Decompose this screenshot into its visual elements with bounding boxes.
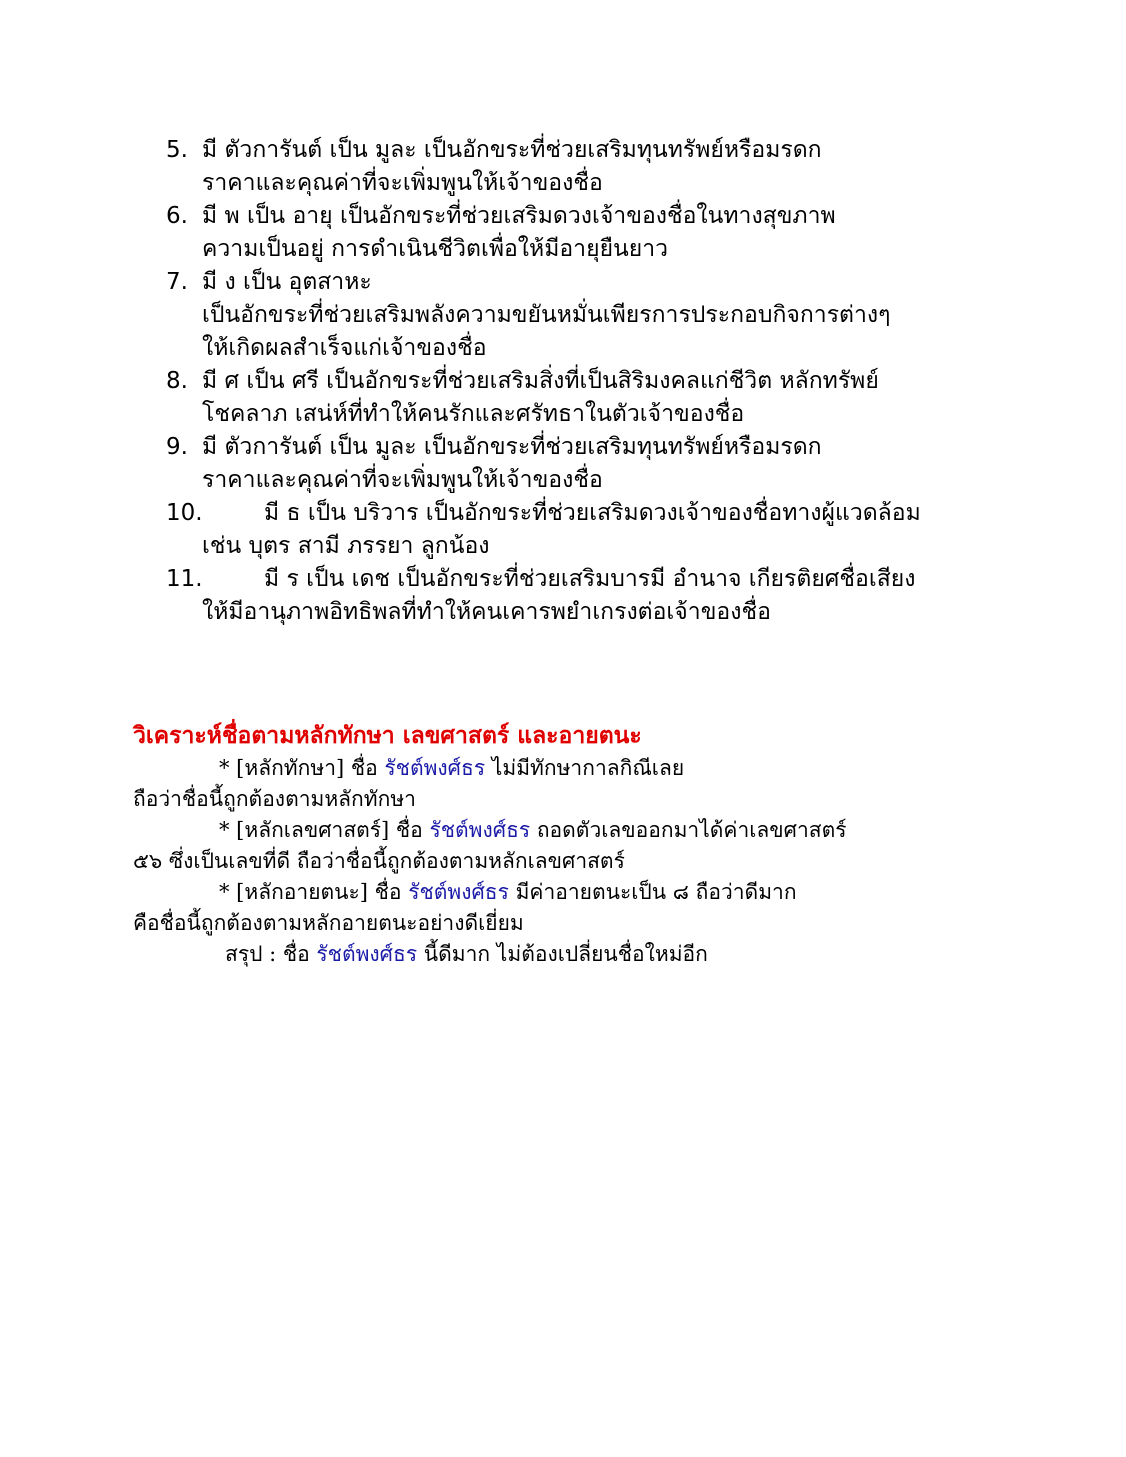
item-number: 5. [166, 137, 188, 163]
taksa-suffix: ไม่มีทักษากาลกิณีเลย [485, 756, 685, 780]
ayatana-prefix: * [หลักอายตนะ] ชื่อ [219, 880, 409, 904]
analyzed-name: รัชต์พงศ์ธร [316, 942, 418, 966]
item-number: 10. [166, 500, 203, 526]
item-line: เป็นอักขระที่ช่วยเสริมพลังความขยันหมั่นเพียรการประกอบกิจการต่างๆ [202, 302, 891, 328]
taksa-conclusion: ถือว่าชื่อนี้ถูกต้องตามหลักทักษา [133, 787, 416, 811]
section-heading: วิเคราะห์ชื่อตามหลักทักษา เลขศาสตร์ และอายตนะ [133, 723, 642, 749]
item-number: 6. [166, 203, 188, 229]
list-item [166, 134, 1066, 200]
item-line: ความเป็นอยู่ การดำเนินชีวิตเพื่อให้มีอายุยืนยาว [202, 236, 669, 262]
summary-line [133, 939, 1093, 970]
letter-meaning-list [166, 134, 1066, 629]
item-line: มี ศ เป็น ศรี เป็นอักขระที่ช่วยเสริมสิ่งที่เป็นสิริมงคลแก่ชีวิต หลักทรัพย์ [202, 368, 879, 394]
name-analysis-section [133, 719, 1093, 970]
list-item [166, 497, 1066, 563]
numerology-prefix: * [หลักเลขศาสตร์] ชื่อ [219, 818, 430, 842]
item-line: เช่น บุตร สามี ภรรยา ลูกน้อง [202, 533, 490, 559]
analyzed-name: รัชต์พงศ์ธร [429, 818, 531, 842]
ayatana-conclusion: คือชื่อนี้ถูกต้องตามหลักอายตนะอย่างดีเยี่ยม [133, 911, 524, 935]
summary-prefix: สรุป : ชื่อ [225, 942, 317, 966]
item-line: ราคาและคุณค่าที่จะเพิ่มพูนให้เจ้าของชื่อ [202, 467, 603, 493]
item-line: มี ง เป็น อุตสาหะ [202, 269, 372, 295]
ayatana-line [133, 877, 1093, 908]
item-number: 8. [166, 368, 188, 394]
summary-suffix: นี้ดีมาก ไม่ต้องเปลี่ยนชื่อใหม่อีก [417, 942, 708, 966]
item-line: ให้เกิดผลสำเร็จแก่เจ้าของชื่อ [202, 335, 487, 361]
list-item [166, 200, 1066, 266]
list-item [166, 431, 1066, 497]
numerology-suffix: ถอดตัวเลขออกมาได้ค่าเลขศาสตร์ [530, 818, 847, 842]
analyzed-name: รัชต์พงศ์ธร [408, 880, 509, 904]
item-line: ราคาและคุณค่าที่จะเพิ่มพูนให้เจ้าของชื่อ [202, 170, 603, 196]
item-line: มี ตัวการันต์ เป็น มูละ เป็นอักขระที่ช่วยเสริมทุนทรัพย์หรือมรดก [202, 434, 822, 460]
numerology-conclusion: ๕๖ ซึ่งเป็นเลขที่ดี ถือว่าชื่อนี้ถูกต้องตามหลักเลขศาสตร์ [133, 849, 625, 873]
item-line: มี ร เป็น เดช เป็นอักขระที่ช่วยเสริมบารมี อำนาจ เกียรติยศชื่อเสียง [264, 566, 916, 592]
item-line: ให้มีอานุภาพอิทธิพลที่ทำให้คนเคารพยำเกรงต่อเจ้าของชื่อ [202, 599, 771, 625]
analyzed-name: รัชต์พงศ์ธร [384, 756, 486, 780]
list-item [166, 266, 1066, 365]
ayatana-suffix: มีค่าอายตนะเป็น ๘ ถือว่าดีมาก [508, 880, 797, 904]
item-line: โชคลาภ เสน่ห์ที่ทำให้คนรักและศรัทธาในตัวเจ้าของชื่อ [202, 401, 745, 427]
list-item [166, 563, 1066, 629]
item-number: 11. [166, 566, 203, 592]
item-number: 9. [166, 434, 188, 460]
numerology-line [133, 815, 1093, 846]
item-line: มี พ เป็น อายุ เป็นอักขระที่ช่วยเสริมดวงเจ้าของชื่อในทางสุขภาพ [202, 203, 836, 229]
item-line: มี ธ เป็น บริวาร เป็นอักขระที่ช่วยเสริมดวงเจ้าของชื่อทางผู้แวดล้อม [264, 500, 921, 526]
taksa-line [133, 753, 1093, 784]
item-number: 7. [166, 269, 188, 295]
list-item [166, 365, 1066, 431]
item-line: มี ตัวการันต์ เป็น มูละ เป็นอักขระที่ช่วยเสริมทุนทรัพย์หรือมรดก [202, 137, 822, 163]
taksa-prefix: * [หลักทักษา] ชื่อ [219, 756, 385, 780]
